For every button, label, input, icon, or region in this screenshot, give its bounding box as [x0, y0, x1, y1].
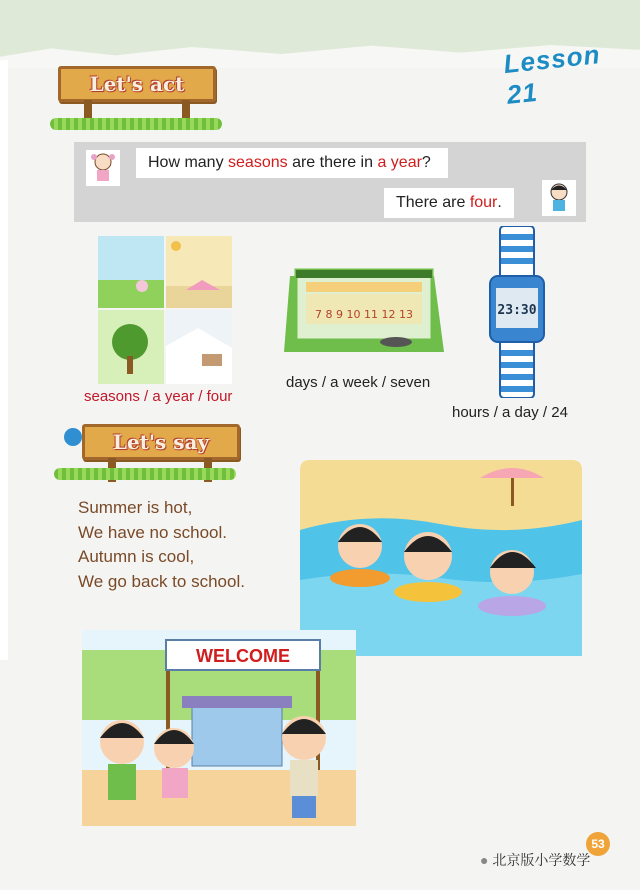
boy-icon [544, 181, 574, 215]
answer-keyword: four [469, 194, 498, 211]
girl-avatar [86, 150, 120, 186]
seasons-keyword: seasons [84, 388, 140, 405]
seasons-rest: / a year / four [139, 388, 233, 405]
watch-picture [488, 226, 546, 398]
seasons-picture [98, 236, 232, 384]
question-text: How many [148, 154, 229, 171]
answer-text: There are [396, 194, 470, 211]
lets-say-sign [64, 424, 240, 460]
poem-line: Summer is hot, [78, 498, 193, 517]
wechat-icon: ● [480, 852, 489, 868]
swimming-illustration [300, 460, 582, 656]
lets-act-sign [58, 66, 216, 102]
watermark [480, 850, 590, 870]
poem-line: We have no school. [78, 522, 227, 542]
answer-bubble [384, 188, 514, 218]
boy-avatar [542, 180, 576, 216]
lets-act-label: Let's act [89, 72, 185, 96]
question-bubble [136, 148, 448, 178]
seasons-caption [84, 388, 232, 405]
watch-time: 23:30 [497, 303, 537, 318]
watch-caption: hours / a day / 24 [452, 404, 568, 421]
poem [78, 496, 245, 594]
calendar-caption: days / a week / seven [286, 374, 431, 391]
girl-icon [88, 151, 118, 185]
lets-say-label: Let's say [112, 430, 210, 454]
grass-strip [54, 468, 236, 480]
grass-strip [50, 118, 222, 130]
calendar-picture [284, 262, 446, 360]
welcome-banner: WELCOME [196, 646, 290, 666]
poem-line: We go back to school. [78, 571, 245, 591]
headphones-icon [64, 428, 82, 446]
page-margin [0, 60, 8, 660]
question-keyword: seasons [228, 154, 288, 171]
poem-line: Autumn is cool, [78, 547, 195, 566]
question-text: ? [421, 154, 431, 171]
answer-text: . [497, 194, 502, 211]
school-illustration [82, 630, 356, 826]
question-text: are there in [287, 154, 378, 171]
question-keyword: a year [377, 154, 422, 171]
watermark-text: 北京版小学数学 [492, 852, 591, 868]
calendar-days: 7 8 9 10 11 12 13 [315, 308, 413, 321]
page-number: 53 [586, 832, 610, 856]
lesson-title: Lesson 21 [502, 39, 602, 110]
